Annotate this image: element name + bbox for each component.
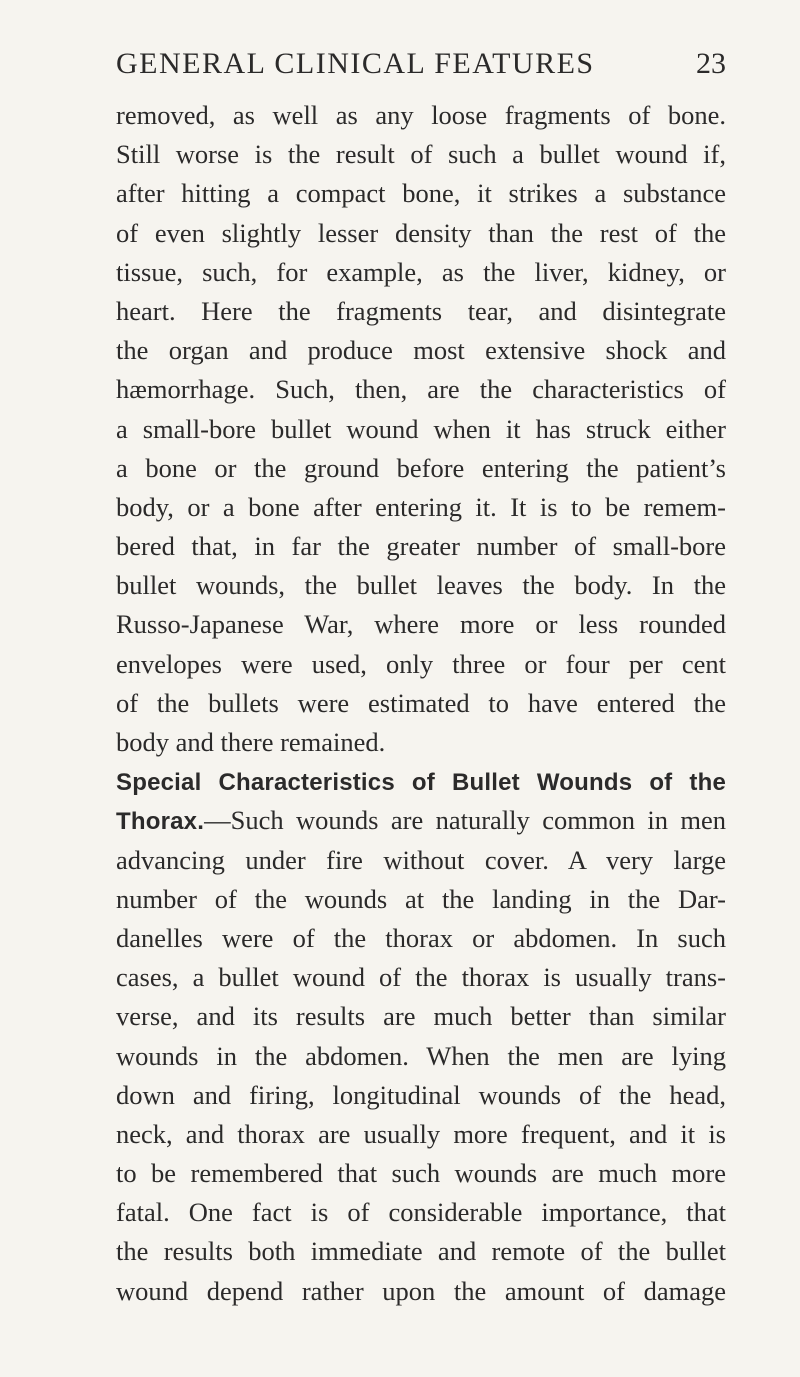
text-line: a bone or the ground before entering the patient’s	[116, 452, 726, 483]
text-line: a small-bore bullet wound when it has struck either	[116, 413, 726, 444]
text-line: wounds in the abdomen. When the men are lying	[116, 1040, 726, 1071]
section-heading-line	[116, 762, 726, 801]
text-line	[116, 801, 726, 840]
text-line: fatal. One fact is of considerable importance, that	[116, 1197, 726, 1228]
text-line: neck, and thorax are usually more frequent, and it is	[116, 1118, 726, 1149]
text-line: tissue, such, for example, as the liver, kidney, or	[116, 256, 726, 287]
page-number: 23	[696, 47, 726, 80]
text-line: body and there remained.	[116, 727, 386, 757]
running-title: GENERAL CLINICAL FEATURES	[116, 47, 595, 80]
section-heading: Special Characteristics of Bullet Wounds of the	[116, 769, 726, 797]
text-line: body, or a bone after entering it. It is to be remem-	[116, 491, 726, 522]
text-line: Still worse is the result of such a bullet wound if,	[116, 139, 726, 170]
text-line: down and firing, longitudinal wounds of the head,	[116, 1079, 726, 1110]
section-first-line: —Such wounds are naturally common in men	[204, 805, 726, 836]
text-line: to be remembered that such wounds are much more	[116, 1158, 726, 1189]
text-line: verse, and its results are much better than similar	[116, 1001, 726, 1032]
text-line: of the bullets were estimated to have entered the	[116, 687, 726, 718]
text-line: bered that, in far the greater number of small-bore	[116, 531, 726, 562]
text-line: the organ and produce most extensive shock and	[116, 335, 726, 366]
text-line: number of the wounds at the landing in the Dar-	[116, 883, 726, 914]
body-text	[116, 96, 726, 1311]
text-line: envelopes were used, only three or four per cent	[116, 648, 726, 679]
text-line: bullet wounds, the bullet leaves the body. In the	[116, 570, 726, 601]
text-line: of even slightly lesser density than the rest of the	[116, 217, 726, 248]
text-line: the results both immediate and remote of the bullet	[116, 1236, 726, 1267]
text-line: Russo-Japanese War, where more or less rounded	[116, 609, 726, 640]
text-line: removed, as well as any loose fragments of bone.	[116, 100, 726, 130]
text-line: hæmorrhage. Such, then, are the characteristics of	[116, 374, 726, 405]
text-line: after hitting a compact bone, it strikes a substance	[116, 178, 726, 209]
text-line: advancing under fire without cover. A very large	[116, 844, 726, 875]
text-line: danelles were of the thorax or abdomen. In such	[116, 922, 726, 953]
text-line: wound depend rather upon the amount of damage	[116, 1275, 726, 1306]
section-heading-end: Thorax.	[116, 808, 205, 836]
running-head	[116, 44, 726, 84]
text-line: cases, a bullet wound of the thorax is usually trans-	[116, 962, 726, 993]
text-line: heart. Here the fragments tear, and disintegrate	[116, 295, 726, 326]
